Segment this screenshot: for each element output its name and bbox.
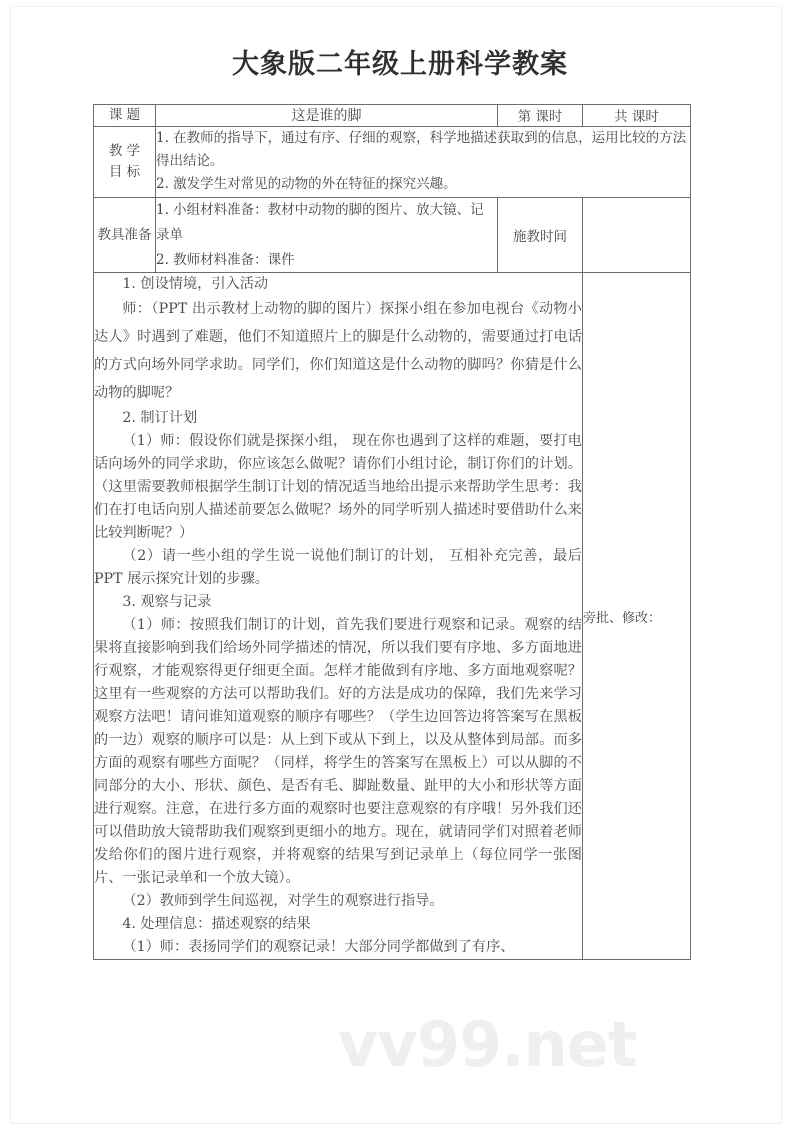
prep-content [156,197,498,273]
lesson-plan-table [93,104,691,960]
body-paragraph: （2）请一些小组的学生说一说他们制订的计划， 互相补充完善，最后 PPT 展示探究计划的步骤。 [94,548,582,588]
goals-label [94,126,156,197]
table-row-prep [94,197,691,273]
topic-label: 课 题 [94,105,156,127]
period-current-label: 第 课时 [498,105,583,127]
body-paragraph: （1）师：表扬同学们的观察记录！大部分同学都做到了有序、 [122,939,515,956]
teaching-time-label: 施教时间 [498,197,583,273]
table-row-goals [94,126,691,197]
body-paragraph: （2）教师到学生间巡视，对学生的观察进行指导。 [122,893,444,910]
body-paragraph: 1. 创设情境，引入活动 [122,276,269,293]
goals-label-line1: 教 学 [108,142,141,159]
margin-notes-cell[interactable] [583,273,691,960]
body-paragraph: （1）师：假设你们就是探探小组， 现在你也遇到了这样的难题，要打电话向场外的同学求助，你应该怎么做呢？请你们小组讨论，制订你们的计划。（这里需要教师根据学生制订计划的情况适当地给出提示来帮助学生思考：我们在打电话向别人描述前要怎么做呢？场外的同学听别人描述时要借助什么来比较判断呢？） [94,433,582,542]
period-total-label: 共 课时 [583,105,691,127]
goal-item: 2. 激发学生对常见的动物的外在特征的探究兴趣。 [156,176,457,193]
goals-content [156,126,691,197]
body-paragraph: 3. 观察与记录 [122,594,212,611]
prep-item: 2. 教师材料准备：课件 [156,251,295,268]
teaching-time-value[interactable] [583,197,691,273]
body-paragraph: 4. 处理信息：描述观察的结果 [122,916,311,933]
site-watermark: vv99.net [338,1008,637,1081]
goal-item: 1. 在教师的指导下，通过有序、仔细的观察，科学地描述获取到的信息，运用比较的方法得出结论。 [156,129,687,170]
prep-label: 教具准备 [94,197,156,273]
goals-label-line2: 目 标 [108,163,141,180]
margin-notes-label: 旁批、修改： [583,610,662,626]
topic-value: 这是谁的脚 [156,105,498,127]
prep-item: 1. 小组材料准备：教材中动物的脚的图片、放大镜、记录单 [156,201,484,243]
table-row-topic [94,105,691,127]
body-paragraph: 2. 制订计划 [122,410,198,427]
table-row-body [94,273,691,960]
body-paragraph: （1）师：按照我们制订的计划，首先我们要进行观察和记录。观察的结果将直接影响到我们给场外同学描述的情况，所以我们要有序地、多方面地进行观察，才能观察得更仔细更全面。怎样才能做到有序地、多方面地观察呢？这里有一些观察的方法可以帮助我们。好的方法是成功的保障，我们先来学习观察方法吧！请问谁知道观察的顺序有哪些？（学生边回答边将答案写在黑板的一边）观察的顺序可以是：从上到下或从下到上，以及从整体到局部。而多方面的观察有哪些方面呢？（同样，将学生的答案写在黑板上）可以从脚的不同部分的大小、形状、颜色、是否有毛、脚趾数量、趾甲的大小和形状等方面进行观察。注意，在进行多方面的观察时也要注意观察的有序哦！另外我们还可以借助放大镜帮助我们观察到更细小的地方。现在，就请同学们对照着老师发给你们的图片进行观察，并将观察的结果写到记录单上（每位同学一张图片、一张记录单和一个放大镜）。 [94,617,582,887]
lesson-body [94,273,583,960]
body-paragraph: 师：（PPT 出示教材上动物的脚的图片）探探小组在参加电视台《动物小达人》时遇到了难题，他们不知道照片上的脚是什么动物的，需要通过打电话的方式向场外同学求助。同学们，你们知道这是什么动物的脚吗？你猜是什么动物的脚呢？ [94,301,582,401]
page-title: 大象版二年级上册科学教案 [232,49,568,80]
